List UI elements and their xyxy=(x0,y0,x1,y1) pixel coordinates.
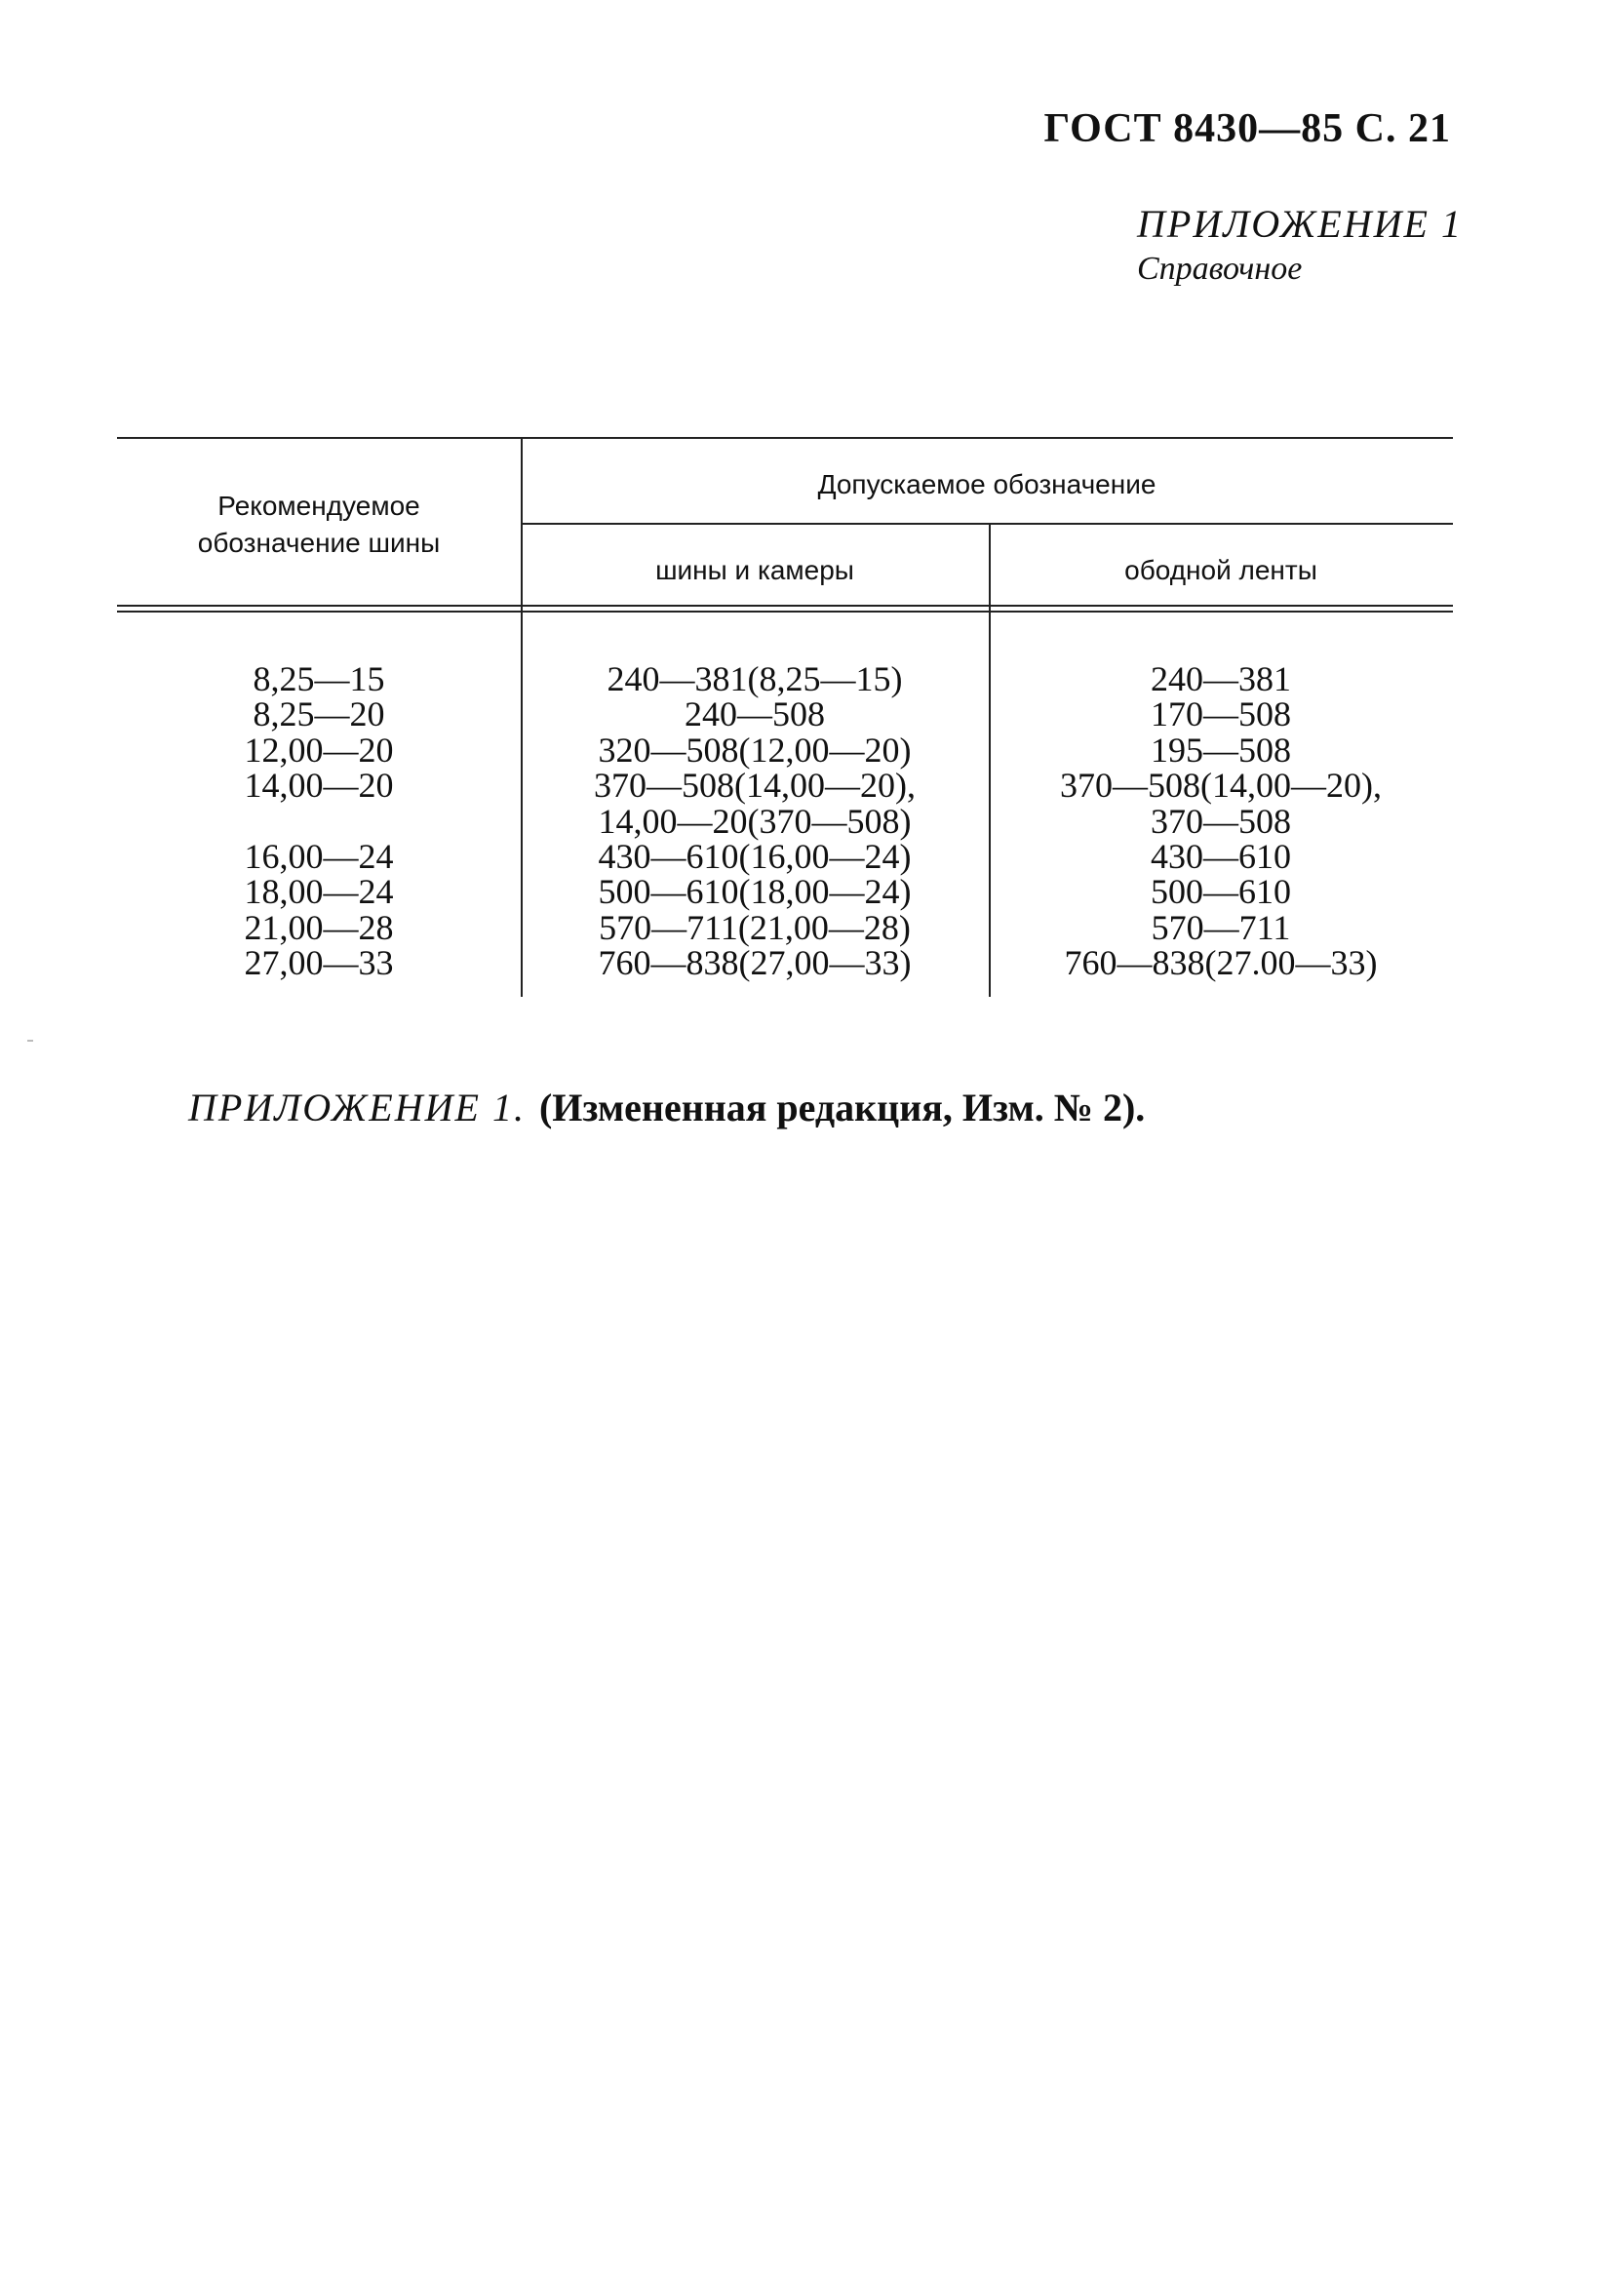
table-cell: 18,00—24 xyxy=(244,872,394,912)
table-cell: 760—838(27.00—33) xyxy=(1064,943,1378,983)
scan-artifact xyxy=(27,1040,33,1042)
revision-note xyxy=(188,1085,1145,1130)
table-cell: 370—508(14,00—20), xyxy=(594,766,916,806)
table-cell: 500—610 xyxy=(1151,872,1291,912)
table-cell: 240—381 xyxy=(1151,659,1291,698)
designation-table xyxy=(117,437,1453,997)
table-cell: 570—711(21,00—28) xyxy=(599,907,911,947)
table-cell xyxy=(117,804,521,839)
group-header: Допускаемое обозначение xyxy=(817,469,1156,499)
revision-note-text: (Измененная редакция, Изм. № 2). xyxy=(538,1086,1146,1129)
table-cell: 170—508 xyxy=(1151,694,1291,734)
header-bottom-rule-double xyxy=(117,611,1453,613)
table-cell: 14,00—20 xyxy=(244,766,394,806)
table-cell: 760—838(27,00—33) xyxy=(598,943,912,983)
table-cell: 240—508 xyxy=(685,694,825,734)
table-cell: 370—508 xyxy=(1151,801,1291,841)
table-cell: 320—508(12,00—20) xyxy=(598,730,912,770)
col2-header: шины и камеры xyxy=(655,555,854,585)
table-cell: 12,00—20 xyxy=(244,730,394,770)
table-cell: 27,00—33 xyxy=(244,943,394,983)
table-cell: 8,25—20 xyxy=(253,694,385,734)
table-cell: 500—610(18,00—24) xyxy=(598,872,912,912)
table-cell: 8,25—15 xyxy=(253,659,385,698)
table-cell: 240—381(8,25—15) xyxy=(607,659,903,698)
table-cell: 570—711 xyxy=(1151,907,1291,947)
col-recommended xyxy=(117,661,521,981)
col1-header xyxy=(117,488,521,562)
table-top-rule xyxy=(117,437,1453,439)
table-cell: 21,00—28 xyxy=(244,907,394,947)
appendix-type: Справочное xyxy=(1137,251,1303,287)
table-cell: 370—508(14,00—20), xyxy=(1060,766,1382,806)
col-rim-tape xyxy=(989,661,1453,981)
col1-header-line2: обозначение шины xyxy=(197,528,441,558)
col-tire-tube xyxy=(521,661,989,981)
page-header: ГОСТ 8430—85 С. 21 xyxy=(1043,106,1451,151)
table-cell: 195—508 xyxy=(1151,730,1291,770)
header-bottom-rule xyxy=(117,605,1453,607)
table-cell: 14,00—20(370—508) xyxy=(598,801,912,841)
revision-note-appendix: ПРИЛОЖЕНИЕ 1. xyxy=(188,1086,526,1129)
table-cell: 16,00—24 xyxy=(244,836,394,876)
col3-header: ободной ленты xyxy=(1124,555,1317,585)
table-cell: 430—610(16,00—24) xyxy=(598,836,912,876)
appendix-title: ПРИЛОЖЕНИЕ 1 xyxy=(1137,202,1463,246)
appendix-heading xyxy=(1137,201,1463,291)
table-cell: 430—610 xyxy=(1151,836,1291,876)
group-header-rule xyxy=(521,523,1453,525)
col1-header-line1: Рекомендуемое xyxy=(217,491,420,521)
